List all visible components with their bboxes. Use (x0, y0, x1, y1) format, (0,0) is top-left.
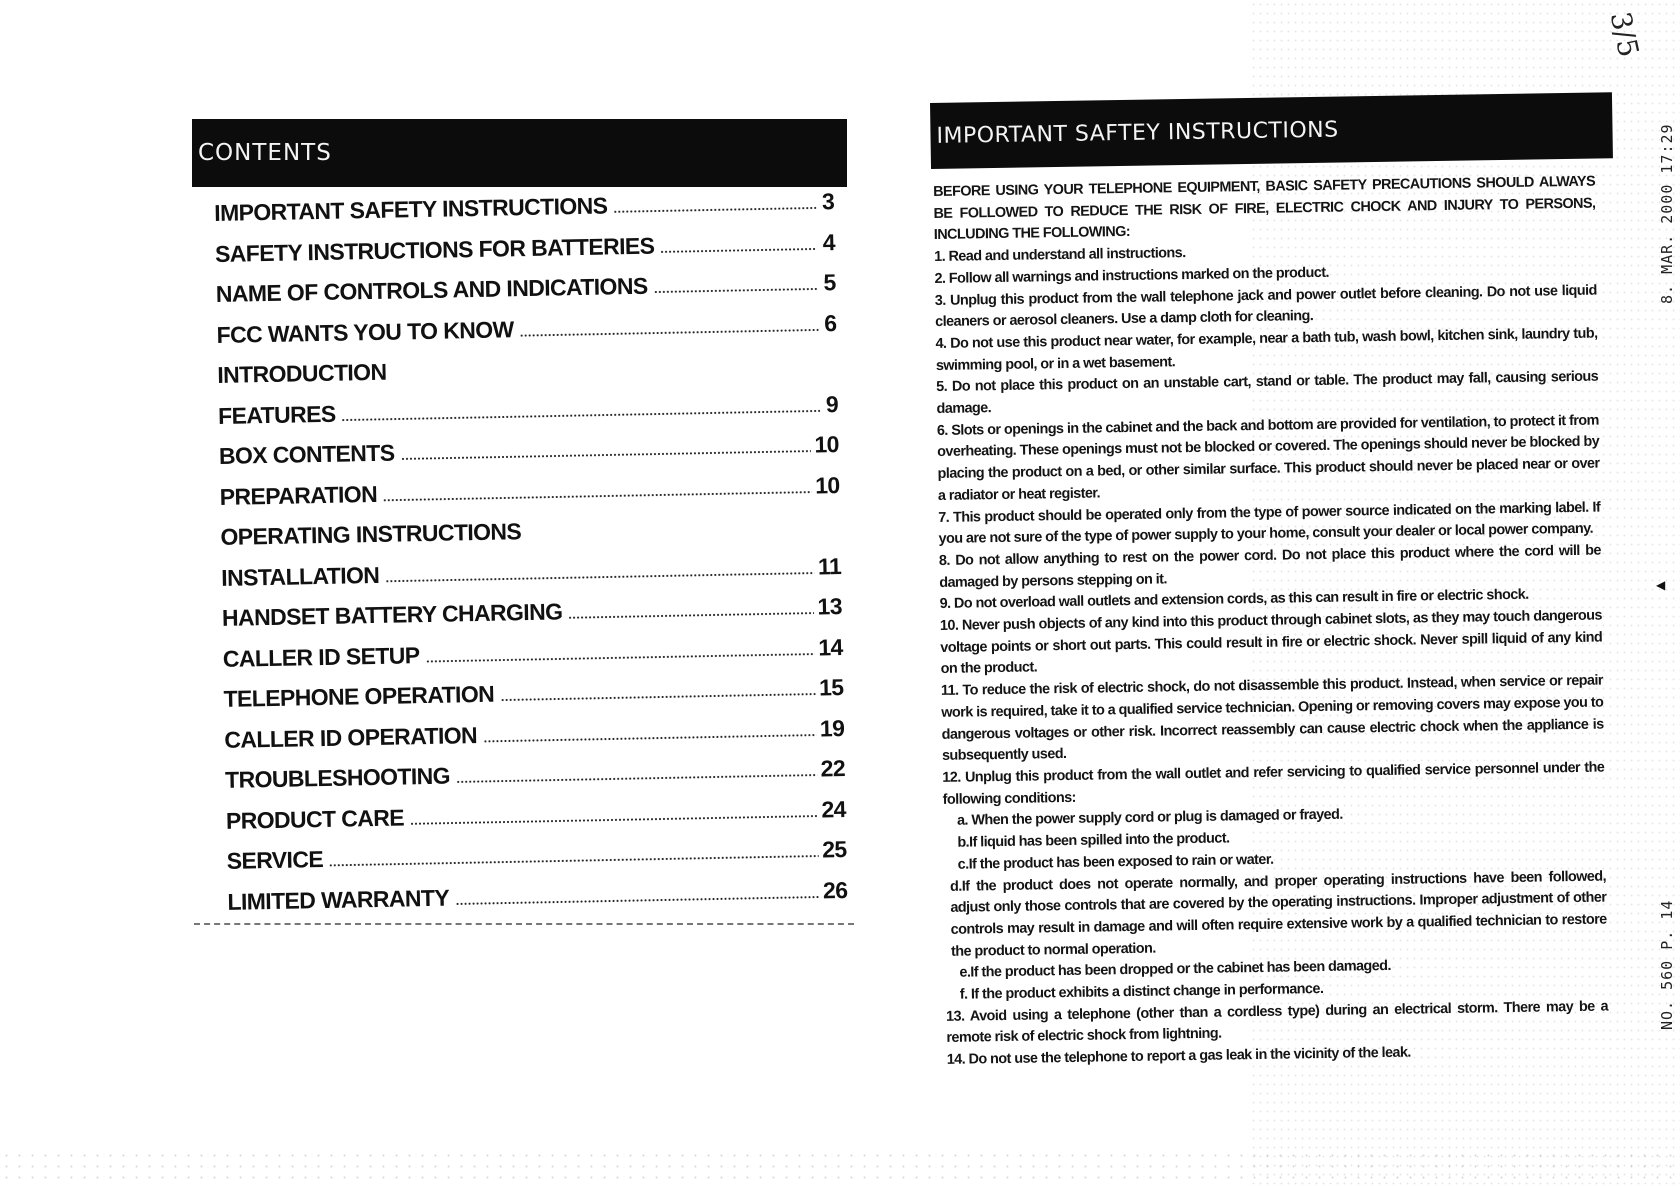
instruction-subitem: a. When the power supply cord or plug is damaged or frayed. (956, 807, 1343, 830)
toc-leader-dots (520, 328, 819, 337)
toc-entry-title: SERVICE (226, 846, 324, 874)
toc-entry-title: INSTALLATION (220, 561, 380, 591)
toc-leader-dots (410, 814, 817, 825)
toc-entry-page: 26 (822, 876, 848, 903)
toc-leader-dots (455, 895, 819, 905)
instructions-title: IMPORTANT SAFTEY INSTRUCTIONS (936, 117, 1339, 149)
toc-section-title: OPERATING INSTRUCTIONS (220, 518, 522, 550)
toc-entry-title: PRODUCT CARE (225, 803, 405, 834)
toc-entry-title: IMPORTANT SAFETY INSTRUCTIONS (214, 192, 608, 226)
toc-leader-dots (483, 733, 816, 742)
instructions-title-bar (930, 92, 1613, 169)
instruction-subitem: b.If liquid has been spilled into the product. (957, 830, 1230, 851)
instruction-item: 10. Never push objects of any kind into this product through cabinet slots, as they may touch dangerous voltage points or short out parts. This could result in fire or electric shock. Never spill liquid of any kind on the product. (939, 607, 1603, 678)
toc-leader-dots (385, 571, 814, 582)
instruction-item: 9. Do not overload wall outlets and extension cords, as this can result in fire or electric shock. (939, 587, 1529, 613)
instruction-item: 14. Do not use the telephone to report a gas leak in the vicinity of the leak. (946, 1044, 1411, 1069)
instruction-item: 11. To reduce the risk of electric shock, do not disassemble this product. Instead, when service or repair work is required, take it to a qualified service technician. Opening or removing covers may expose you to dangerous voltages or other risk. Incorrect reassembly can cause electric chock when the appliance is subsequently used. (940, 672, 1604, 765)
instruction-item: 12. Unplug this product from the wall outlet and refer servicing to qualified service personnel under the following conditions: (942, 759, 1605, 808)
toc-leader-dots (660, 247, 817, 253)
instruction-item: 7. This product should be operated only from the type of power source indicated on the marking label. If you are not sure of the type of power supply to your home, consult your dealer or local power company. (938, 499, 1601, 548)
toc-entry-title: PREPARATION (219, 480, 378, 510)
instruction-subitem: c.If the product has been exposed to rain or water. (957, 851, 1274, 873)
toc-entry-title: SAFETY INSTRUCTIONS FOR BATTERIES (214, 232, 655, 267)
contents-title: CONTENTS (198, 140, 332, 166)
toc-leader-dots (426, 652, 815, 662)
instruction-item: 4. Do not use this product near water, for example, near a bath tub, wash bowl, kitchen sink, laundry tub, swimming pool, or in a wet basement. (935, 325, 1598, 374)
contents-title-bar (192, 119, 847, 187)
toc-entry-page: 6 (824, 309, 837, 336)
page-bottom-rule (194, 923, 854, 927)
toc-section-title: INTRODUCTION (217, 358, 387, 388)
toc-entry-page: 3 (821, 188, 835, 215)
toc-entry-title: LIMITED WARRANTY (227, 884, 450, 915)
instructions-body (933, 172, 1609, 1072)
instruction-subitem: f. If the product exhibits a distinct change in performance. (959, 980, 1324, 1003)
instruction-item: 6. Slots or openings in the cabinet and the back and bottom are provided for ventilation, to protect it from overheating. These openings must not be blocked or covered. The openings should never be blocked by placing the product on a bed, or other similar surface. This product should never be placed near or over a radiator or heat register. (936, 412, 1600, 504)
toc-entry-title: BOX CONTENTS (218, 439, 395, 469)
instruction-item: 8. Do not allow anything to rest on the power cord. Do not place this product where the cord will be damaged by persons stepping on it. (938, 542, 1601, 591)
fax-arrow-icon: ◀ (1656, 578, 1666, 592)
toc-entry-page: 25 (821, 835, 847, 863)
toc-entry-page: 10 (814, 471, 840, 499)
instruction-subitem: e.If the product has been dropped or the cabinet has been damaged. (959, 958, 1391, 981)
toc-entry-page: 14 (818, 633, 843, 660)
toc-leader-dots (568, 612, 813, 620)
toc-entry-page: 13 (817, 593, 843, 620)
fax-noise-bottom (0, 1150, 1680, 1186)
instruction-item: 5. Do not place this product on an unstable cart, stand or table. The product may fall, causing serious damage. (936, 368, 1599, 418)
toc-leader-dots (329, 855, 818, 867)
toc-entry-page: 11 (817, 552, 842, 579)
toc-entry-page: 24 (821, 795, 847, 822)
table-of-contents (214, 188, 848, 929)
toc-entry-title: HANDSET BATTERY CHARGING (221, 598, 563, 631)
toc-leader-dots (613, 206, 816, 213)
toc-leader-dots (500, 693, 815, 702)
toc-entry-page: 9 (825, 390, 839, 417)
fax-datetime: 8. MAR. 2000 17:29 (1658, 123, 1676, 304)
fax-number: NO. 560 P. 14 (1658, 899, 1676, 1030)
toc-entry-page: 10 (814, 431, 840, 458)
instruction-item: 13. Avoid using a telephone (other than a cordless type) during an electrical storm. There may be a remote risk of electric shock from lightning. (945, 998, 1609, 1047)
toc-entry-page: 19 (819, 714, 845, 741)
toc-entry-page: 4 (822, 228, 836, 255)
toc-entry-title: FCC WANTS YOU TO KNOW (216, 315, 514, 348)
toc-entry-page: 22 (820, 754, 846, 782)
toc-leader-dots (401, 450, 811, 461)
instructions-intro: BEFORE USING YOUR TELEPHONE EQUIPMENT, BASIC SAFETY PRECAUTIONS SHOULD ALWAYS BE FOLLOWED TO REDUCE THE RISK OF FIRE, ELECTRIC CHOCK AND INJURY TO PERSONS, INCLUDING THE FOLLOWING: (933, 173, 1596, 244)
instruction-item: 2. Follow all warnings and instructions marked on the product. (934, 264, 1330, 287)
fax-page-mark: 3/5 (1603, 9, 1646, 60)
toc-entry-title: CALLER ID SETUP (222, 641, 420, 672)
toc-entry-page: 15 (818, 674, 844, 701)
toc-leader-dots (456, 774, 817, 784)
toc-leader-dots (383, 490, 811, 501)
toc-leader-dots (654, 287, 818, 293)
toc-entry-title: TELEPHONE OPERATION (223, 680, 495, 712)
toc-entry-title: CALLER ID OPERATION (224, 721, 478, 753)
instruction-item: 3. Unplug this product from the wall telephone jack and power outlet before cleaning. Do not use liquid cleaners or aerosol cleaners. Use a damp cloth for cleaning. (934, 282, 1597, 331)
toc-entry-title: TROUBLESHOOTING (224, 762, 451, 793)
toc-leader-dots (342, 409, 821, 421)
instruction-subitem: d.If the product does not operate normally, and proper operating instructions have been followed, adjust only those controls that are covered by the operating instructions. Improper adjustment of other controls may result in damage and will often require extensive work by a qualified technician to restore the product to normal operation. (949, 868, 1607, 960)
instruction-item: 1. Read and understand all instructions. (934, 245, 1186, 266)
toc-entry-title: NAME OF CONTROLS AND INDICATIONS (215, 272, 648, 307)
toc-entry-title: FEATURES (217, 400, 336, 429)
toc-entry-page: 5 (823, 269, 836, 296)
